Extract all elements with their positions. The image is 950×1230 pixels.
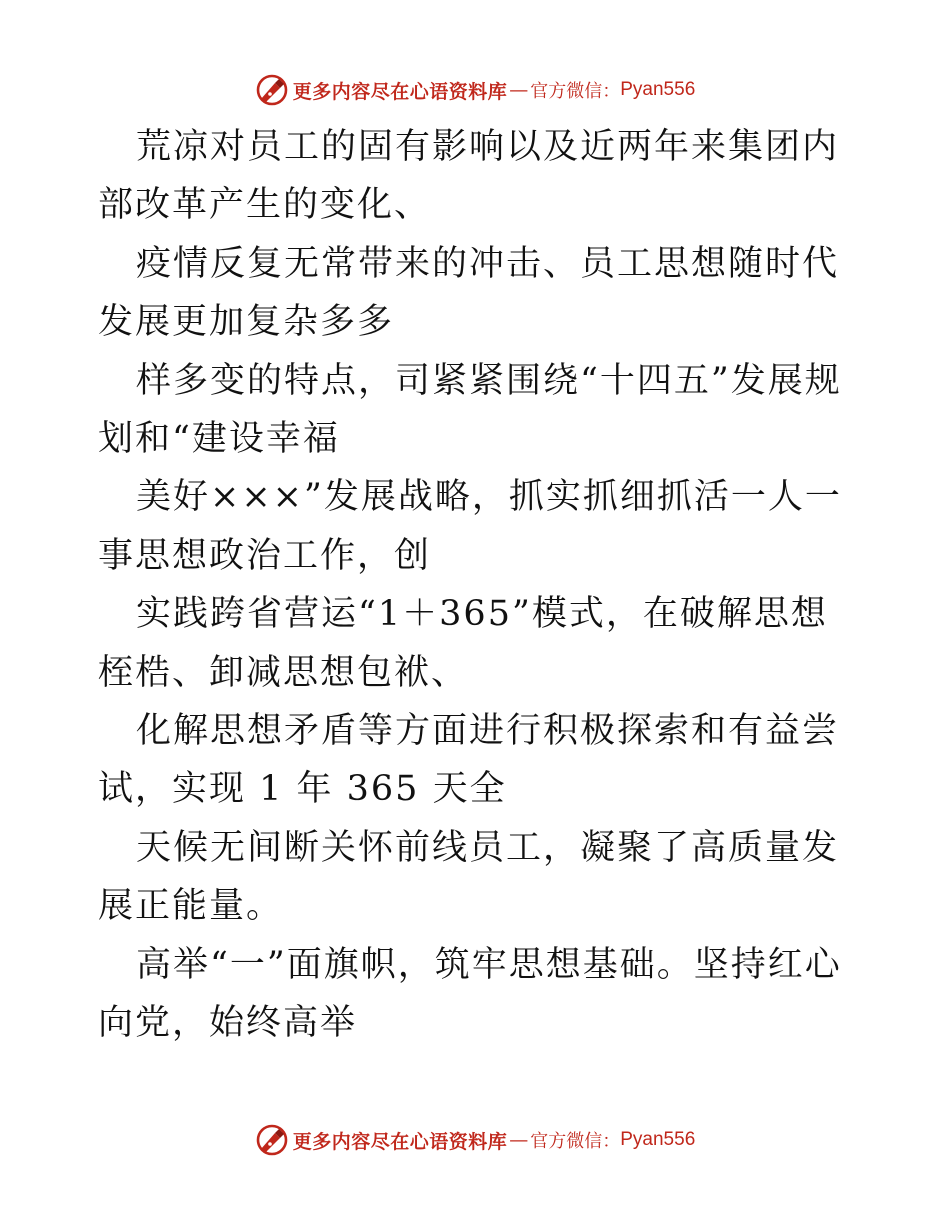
paragraph: 实践跨省营运“1＋365”模式，在破解思想桎梏、卸减思想包袱、 <box>98 594 828 693</box>
banner-separator: — <box>509 79 529 101</box>
banner-title: 更多内容尽在心语资料库 <box>292 1130 508 1153</box>
footer-banner <box>0 1120 950 1160</box>
paragraph: 疫情反复无常带来的冲击、员工思想随时代发展更加复杂多多 <box>98 243 840 343</box>
banner-wechat-id: Pyan556 <box>620 79 696 100</box>
banner-wechat-label: 官方微信： <box>530 81 621 102</box>
paragraph: 样多变的特点，司紧紧围绕“十四五”发展规划和“建设幸福 <box>98 360 842 460</box>
header-banner <box>0 70 950 110</box>
paragraph: 化解思想矛盾等方面进行积极探索和有益尝试，实现 1 年 365 天全 <box>98 711 840 810</box>
banner-title: 更多内容尽在心语资料库 <box>292 80 508 103</box>
banner-wechat-id: Pyan556 <box>620 1129 696 1150</box>
banner-separator: — <box>509 1129 529 1151</box>
pen-nib-logo-icon <box>255 1123 289 1157</box>
banner-wechat-label: 官方微信： <box>530 1131 621 1152</box>
paragraph: 美好×××”发展战略，抓实抓细抓活一人一事思想政治工作，创 <box>98 477 842 576</box>
paragraph: 荒凉对员工的固有影响以及近两年来集团内部改革产生的变化、 <box>98 127 840 226</box>
document-body <box>98 118 858 1053</box>
pen-nib-logo-icon <box>255 73 289 107</box>
paragraph: 天候无间断关怀前线员工，凝聚了高质量发展正能量。 <box>98 827 840 927</box>
paragraph: 高举“一”面旗帜，筑牢思想基础。坚持红心向党，始终高举 <box>98 944 842 1044</box>
